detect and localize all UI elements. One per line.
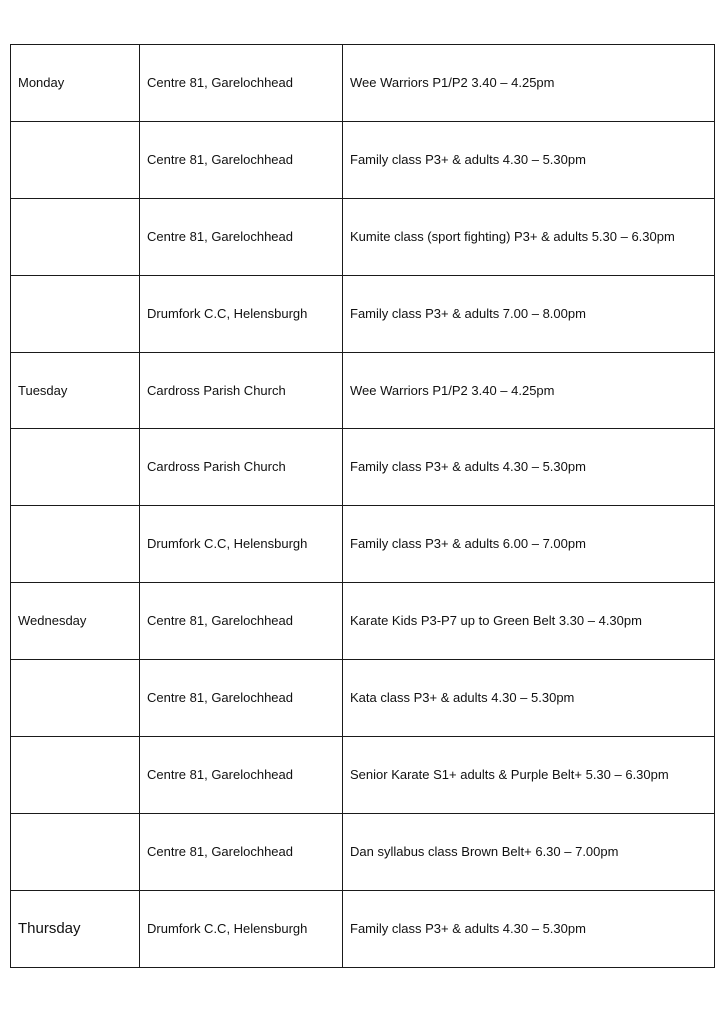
class-cell: Dan syllabus class Brown Belt+ 6.30 – 7.00pm (343, 813, 715, 890)
class-cell: Family class P3+ & adults 4.30 – 5.30pm (343, 121, 715, 198)
class-cell: Kata class P3+ & adults 4.30 – 5.30pm (343, 660, 715, 737)
table-row (11, 275, 715, 352)
table-row (11, 737, 715, 814)
class-cell: Karate Kids P3-P7 up to Green Belt 3.30 – 4.30pm (343, 583, 715, 660)
class-cell: Family class P3+ & adults 7.00 – 8.00pm (343, 275, 715, 352)
class-cell: Kumite class (sport fighting) P3+ & adults 5.30 – 6.30pm (343, 198, 715, 275)
day-cell (11, 275, 140, 352)
venue-cell: Drumfork C.C, Helensburgh (140, 275, 343, 352)
table-row (11, 121, 715, 198)
table-row (11, 813, 715, 890)
table-row (11, 583, 715, 660)
venue-cell: Centre 81, Garelochhead (140, 737, 343, 814)
class-cell: Family class P3+ & adults 4.30 – 5.30pm (343, 890, 715, 967)
schedule-table (10, 44, 715, 968)
table-row (11, 890, 715, 967)
class-cell: Wee Warriors P1/P2 3.40 – 4.25pm (343, 45, 715, 122)
venue-cell: Centre 81, Garelochhead (140, 45, 343, 122)
venue-cell: Centre 81, Garelochhead (140, 813, 343, 890)
table-row (11, 660, 715, 737)
table-row (11, 352, 715, 429)
day-cell (11, 429, 140, 506)
venue-cell: Cardross Parish Church (140, 429, 343, 506)
venue-cell: Drumfork C.C, Helensburgh (140, 890, 343, 967)
day-cell: Wednesday (11, 583, 140, 660)
day-cell (11, 121, 140, 198)
day-cell (11, 506, 140, 583)
table-row (11, 506, 715, 583)
day-cell: Monday (11, 45, 140, 122)
venue-cell: Centre 81, Garelochhead (140, 583, 343, 660)
day-cell (11, 660, 140, 737)
day-cell: Thursday (11, 890, 140, 967)
venue-cell: Cardross Parish Church (140, 352, 343, 429)
table-row (11, 198, 715, 275)
venue-cell: Centre 81, Garelochhead (140, 121, 343, 198)
day-cell (11, 737, 140, 814)
day-cell (11, 198, 140, 275)
class-cell: Family class P3+ & adults 4.30 – 5.30pm (343, 429, 715, 506)
class-cell: Family class P3+ & adults 6.00 – 7.00pm (343, 506, 715, 583)
venue-cell: Centre 81, Garelochhead (140, 198, 343, 275)
table-row (11, 45, 715, 122)
class-cell: Wee Warriors P1/P2 3.40 – 4.25pm (343, 352, 715, 429)
table-row (11, 429, 715, 506)
venue-cell: Centre 81, Garelochhead (140, 660, 343, 737)
day-cell: Tuesday (11, 352, 140, 429)
class-cell: Senior Karate S1+ adults & Purple Belt+ 5.30 – 6.30pm (343, 737, 715, 814)
day-cell (11, 813, 140, 890)
venue-cell: Drumfork C.C, Helensburgh (140, 506, 343, 583)
